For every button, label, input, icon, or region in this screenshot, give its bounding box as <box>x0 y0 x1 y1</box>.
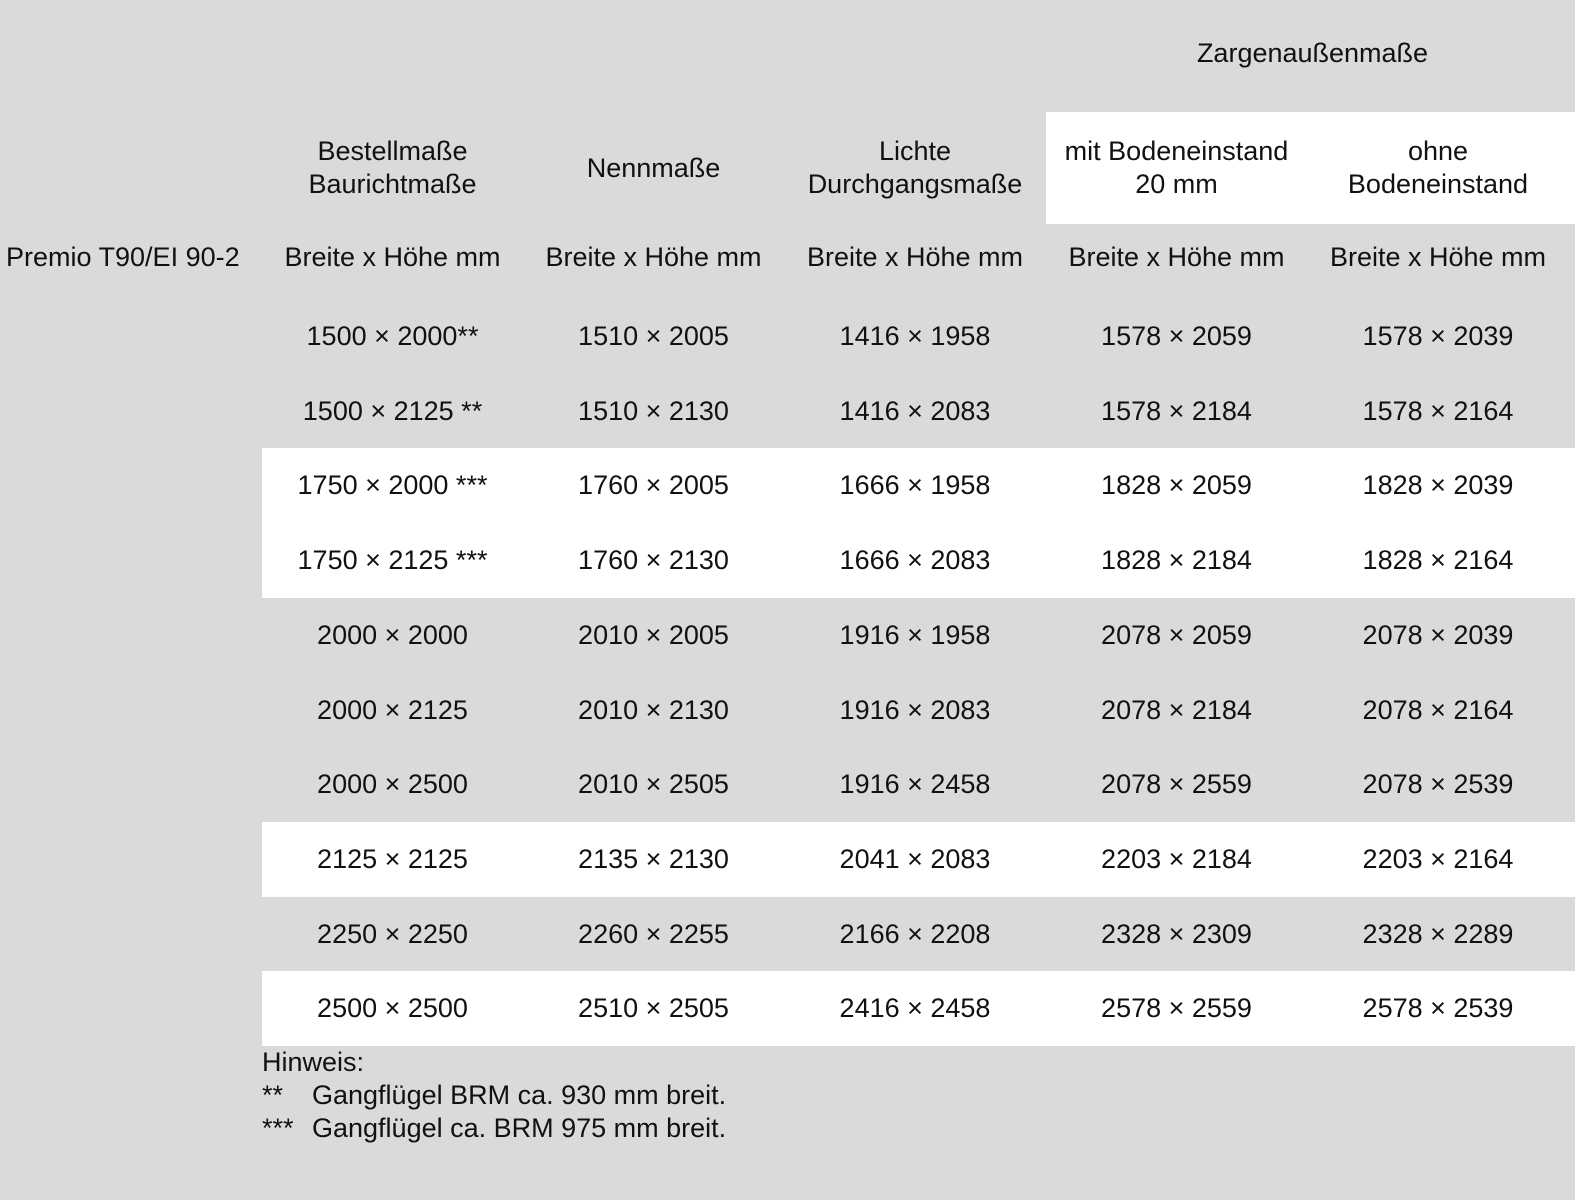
table-cell: 2328 × 2289 <box>1362 918 1514 949</box>
table-cell: 2416 × 2458 <box>839 993 991 1024</box>
table-cell: 1666 × 1958 <box>839 470 991 501</box>
column-header-bestellmasse <box>262 112 523 224</box>
table-cell: 2510 × 2505 <box>578 993 729 1024</box>
note-item-triple-star <box>262 1112 726 1145</box>
table-cell: 2578 × 2539 <box>1362 993 1514 1024</box>
table-cell: 1500 × 2000** <box>306 321 479 351</box>
header-line-2: Baurichtmaße <box>308 169 477 199</box>
table-cell: 1578 × 2164 <box>1362 395 1514 426</box>
table-cell: 2135 × 2130 <box>578 843 729 874</box>
table-cell: 1916 × 2083 <box>839 694 991 725</box>
header-line-2: 20 mm <box>1135 169 1218 199</box>
table-cell: 2260 × 2255 <box>578 918 729 949</box>
header-line-1: mit Bodeneinstand <box>1064 136 1289 166</box>
header-line-1: Lichte <box>878 136 952 166</box>
product-row-label: Premio T90/EI 90-2 <box>6 242 240 272</box>
table-cell: 2250 × 2250 <box>317 918 468 949</box>
table-cell: 1578 × 2184 <box>1101 395 1252 426</box>
table-cell: 2010 × 2130 <box>578 694 729 725</box>
table-cell: 1578 × 2059 <box>1101 321 1252 351</box>
unit-label: Breite x Höhe mm <box>284 242 501 272</box>
table-cell: 1760 × 2130 <box>578 545 729 576</box>
table-cell: 1828 × 2164 <box>1362 545 1514 576</box>
table-cell: 1750 × 2125 *** <box>297 545 488 576</box>
note-text: Gangflügel ca. BRM 975 mm breit. <box>312 1113 727 1143</box>
table-cell: 2203 × 2184 <box>1101 843 1252 874</box>
table-cell: 1416 × 1958 <box>839 321 991 351</box>
table-cell: 2203 × 2164 <box>1362 843 1514 874</box>
table-cell: 1666 × 2083 <box>839 545 991 576</box>
header-line-1: Bestellmaße <box>317 136 468 166</box>
table-cell: 2000 × 2125 <box>317 694 468 725</box>
table-cell: 2500 × 2500 <box>317 993 468 1024</box>
unit-label: Breite x Höhe mm <box>1329 242 1547 272</box>
table-cell: 1916 × 1958 <box>839 619 991 650</box>
column-header-lichte-durchgangsmasse <box>784 112 1046 224</box>
notes-heading: Hinweis: <box>262 1047 365 1077</box>
header-line-2: Bodeneinstand <box>1347 169 1529 199</box>
table-cell: 2078 × 2059 <box>1101 619 1252 650</box>
unit-label: Breite x Höhe mm <box>806 242 1024 272</box>
table-cell: 1500 × 2125 ** <box>302 395 483 426</box>
table-cell: 2000 × 2500 <box>317 769 468 800</box>
table-cell: 1828 × 2184 <box>1101 545 1252 576</box>
table-cell: 2000 × 2000 <box>317 619 468 650</box>
table-cell: 2578 × 2559 <box>1101 993 1252 1024</box>
table-cell: 2125 × 2125 <box>317 843 468 874</box>
super-header-zargenaussenmasse: Zargenaußenmaße <box>1196 38 1429 68</box>
table-cell: 2078 × 2539 <box>1362 769 1514 800</box>
column-header-ohne-bodeneinstand <box>1307 112 1569 224</box>
column-header-mit-bodeneinstand <box>1046 112 1307 224</box>
table-cell: 2041 × 2083 <box>839 843 991 874</box>
note-mark: ** <box>262 1080 284 1110</box>
table-cell: 2078 × 2039 <box>1362 619 1514 650</box>
table-cell: 1828 × 2059 <box>1101 470 1252 501</box>
table-cell: 1916 × 2458 <box>839 769 991 800</box>
unit-label: Breite x Höhe mm <box>1068 242 1285 272</box>
table-cell: 2078 × 2559 <box>1101 769 1252 800</box>
table-cell: 1510 × 2130 <box>578 395 729 426</box>
note-text: Gangflügel BRM ca. 930 mm breit. <box>312 1080 727 1110</box>
note-mark: *** <box>262 1113 294 1143</box>
table-cell: 2078 × 2164 <box>1362 694 1514 725</box>
column-header-nennmasse <box>523 112 784 224</box>
table-cell: 2078 × 2184 <box>1101 694 1252 725</box>
table-cell: 1510 × 2005 <box>578 321 729 351</box>
header-line-2: Durchgangsmaße <box>807 169 1023 199</box>
table-cell: 1760 × 2005 <box>578 470 729 501</box>
table-cell: 2010 × 2005 <box>578 619 729 650</box>
header-line-1: ohne <box>1407 136 1469 166</box>
table-cell: 2010 × 2505 <box>578 769 729 800</box>
table-cell: 2328 × 2309 <box>1101 918 1252 949</box>
note-item-double-star <box>262 1079 726 1112</box>
table-cell: 1750 × 2000 *** <box>297 470 488 501</box>
table-cell: 1416 × 2083 <box>839 395 991 426</box>
table-cell: 2166 × 2208 <box>839 918 991 949</box>
header-line-1: Nennmaße <box>586 152 721 183</box>
unit-label: Breite x Höhe mm <box>545 242 762 272</box>
table-cell: 1828 × 2039 <box>1362 470 1514 501</box>
table-cell: 1578 × 2039 <box>1362 321 1514 351</box>
